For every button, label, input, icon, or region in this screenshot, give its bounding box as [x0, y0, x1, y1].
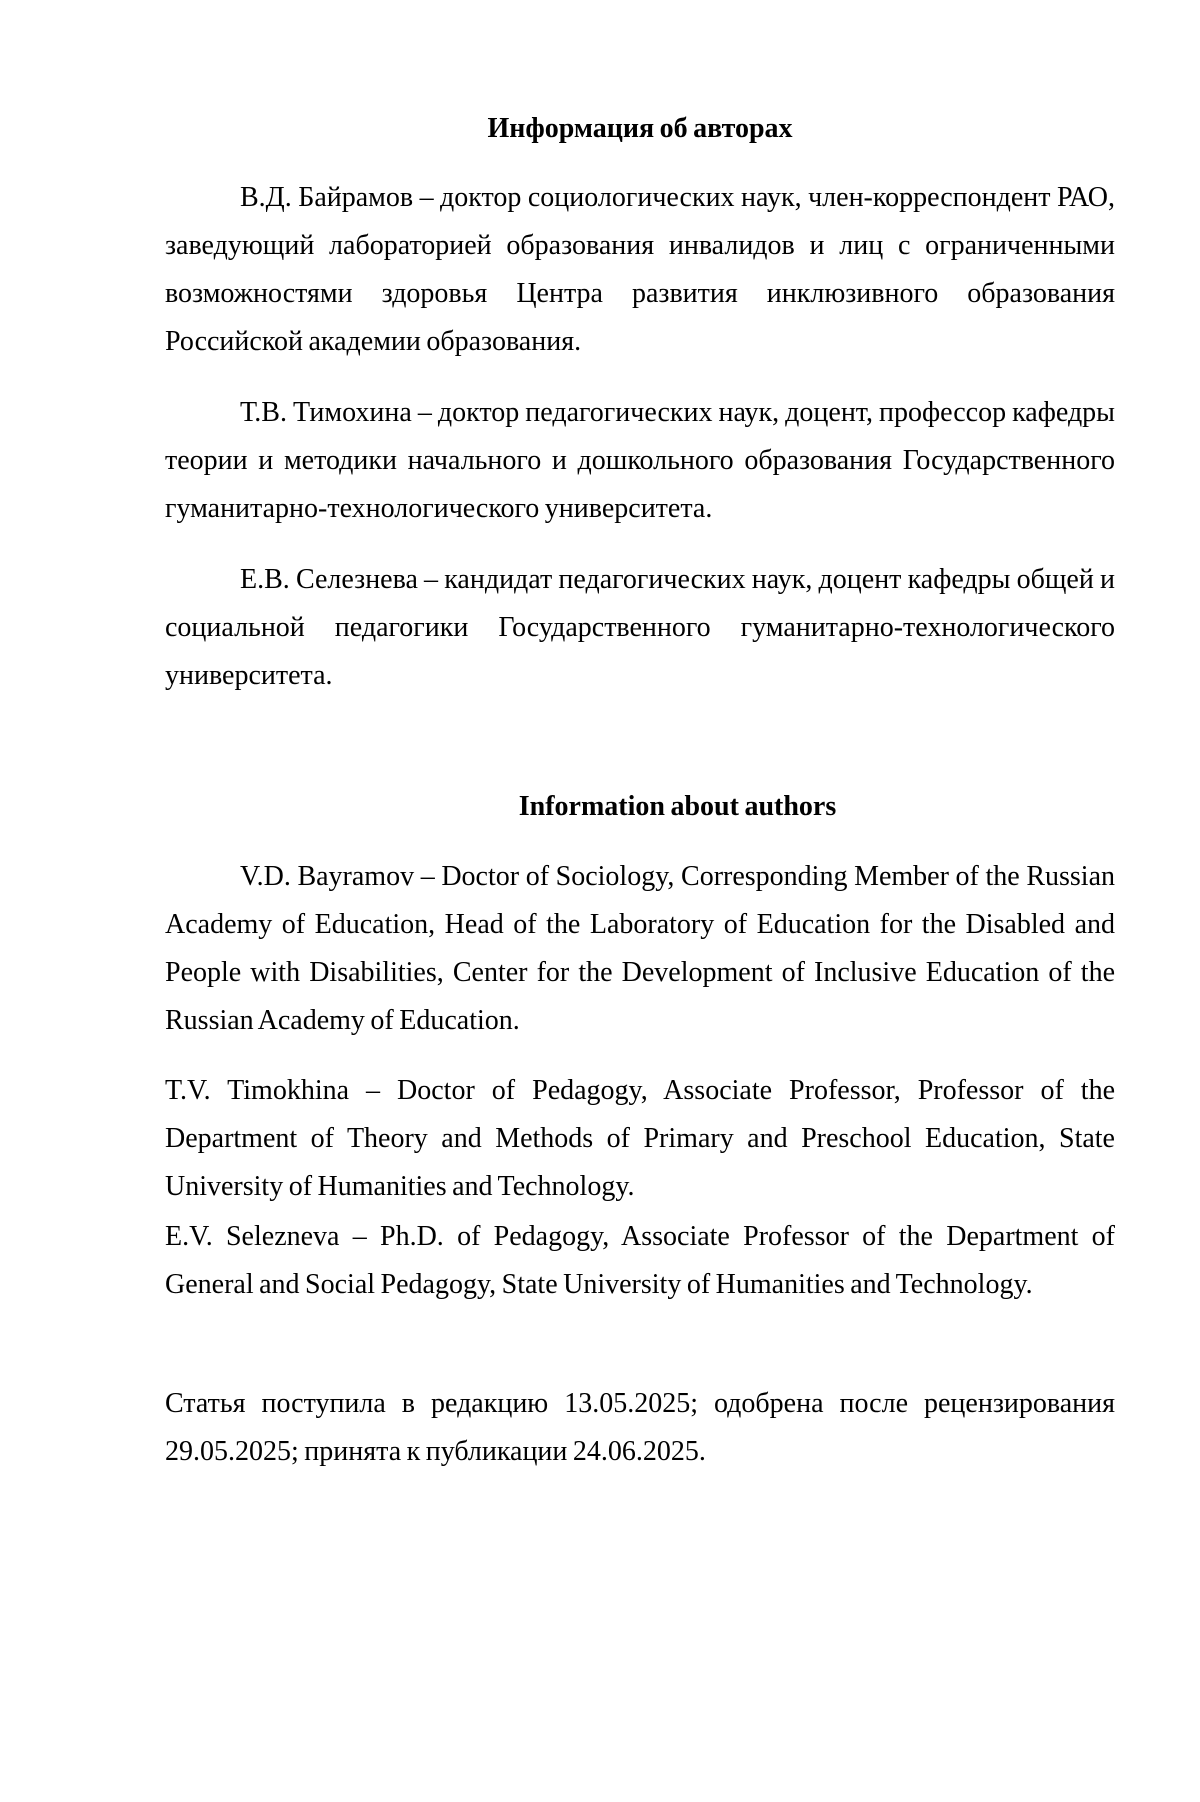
- ru-section-heading: Информация об авторах: [487, 113, 793, 144]
- en-author-paragraph-bayramov: V.D. Bayramov – Doctor of Sociology, Corresponding Member of the Russian Academy of Education, Head of the Laboratory of Education for the Disabled and People with Disabilities, Center for the Development of Inclusive Education of the Russian Academy of Education.: [165, 861, 1115, 1036]
- en-author-paragraph-timokhina: T.V. Timokhina – Doctor of Pedagogy, Associate Professor, Professor of the Department of Theory and Methods of Primary and Preschool Education, State University of Humanities and Technology.: [165, 1075, 1115, 1202]
- ru-author-paragraph-selezneva: Е.В. Селезнева – кандидат педагогических наук, доцент кафедры общей и социальной педагогики Государственного гуманитарно-технологического университета.: [165, 564, 1115, 691]
- ru-author-paragraph-timokhina: Т.В. Тимохина – доктор педагогических наук, доцент, профессор кафедры теории и методики начального и дошкольного образования Государственного гуманитарно-технологического университета.: [165, 397, 1115, 524]
- en-section-heading: Information about authors: [518, 791, 837, 822]
- submission-dates-note: Статья поступила в редакцию 13.05.2025; одобрена после рецензирования 29.05.2025; принята к публикации 24.06.2025.: [165, 1388, 1115, 1467]
- document-page: [0, 105, 1200, 1802]
- ru-author-paragraph-bayramov: В.Д. Байрамов – доктор социологических наук, член-корреспондент РАО, заведующий лабораторией образования инвалидов и лиц с ограниченными возможностями здоровья Центра развития инклюзивного образования Российской академии образования.: [165, 182, 1115, 357]
- en-author-paragraph-selezneva: E.V. Selezneva – Ph.D. of Pedagogy, Associate Professor of the Department of General and Social Pedagogy, State University of Humanities and Technology.: [165, 1221, 1115, 1300]
